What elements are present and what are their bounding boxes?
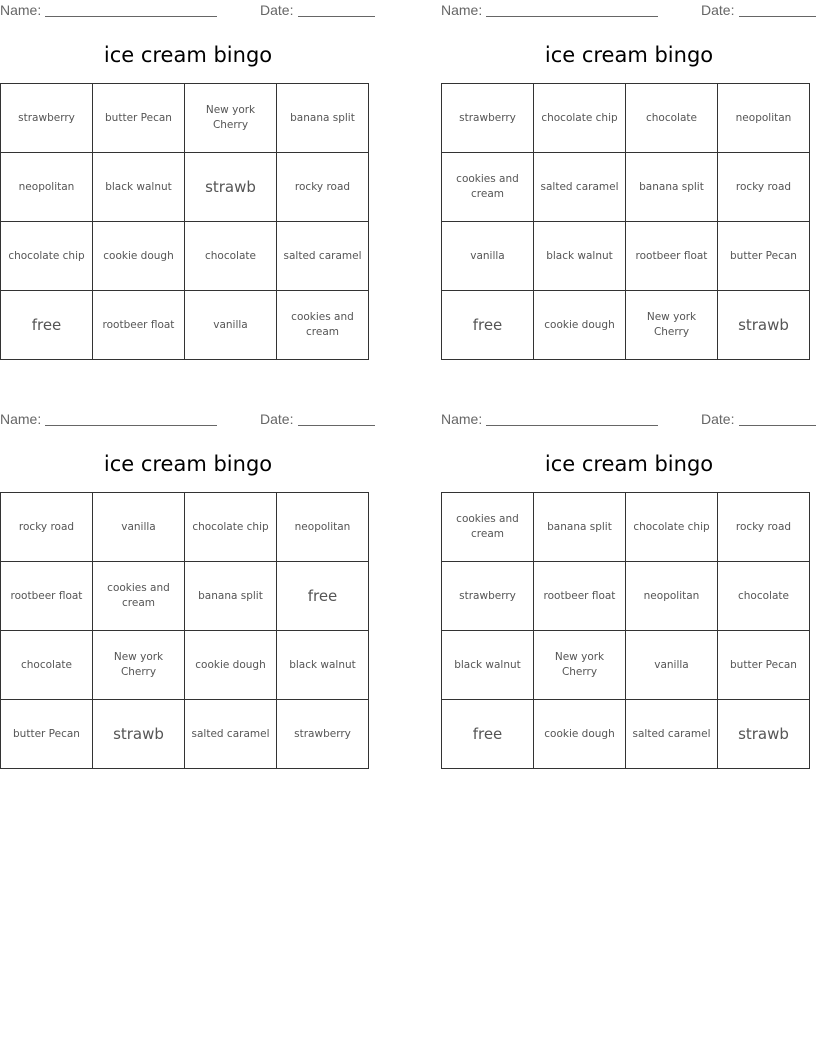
bingo-cell: black walnut [442, 631, 534, 700]
bingo-cell: cookie dough [185, 631, 277, 700]
bingo-cell: rootbeer float [93, 291, 185, 360]
name-field[interactable] [45, 16, 217, 17]
name-field[interactable] [486, 425, 658, 426]
bingo-cell: strawb [185, 153, 277, 222]
name-field[interactable] [486, 16, 658, 17]
card-header [0, 0, 376, 24]
bingo-cell: chocolate [718, 562, 810, 631]
bingo-cell: free [277, 562, 369, 631]
bingo-cell: chocolate [626, 84, 718, 153]
bingo-cell: chocolate chip [534, 84, 626, 153]
bingo-cell: cookies and cream [277, 291, 369, 360]
bingo-cell: butter Pecan [93, 84, 185, 153]
date-label: Date: [701, 411, 735, 427]
bingo-cell: rocky road [1, 493, 93, 562]
name-label: Name: [441, 2, 483, 18]
bingo-card [0, 409, 376, 743]
bingo-cell: New york Cherry [93, 631, 185, 700]
bingo-cell: vanilla [93, 493, 185, 562]
bingo-cell: strawberry [442, 84, 534, 153]
bingo-cell: banana split [626, 153, 718, 222]
date-field[interactable] [739, 425, 816, 426]
bingo-cell: New york Cherry [626, 291, 718, 360]
bingo-cell: rocky road [718, 493, 810, 562]
bingo-cell: butter Pecan [1, 700, 93, 769]
bingo-cell: strawb [718, 291, 810, 360]
bingo-cell: chocolate [185, 222, 277, 291]
bingo-cell: free [442, 291, 534, 360]
bingo-cell: rocky road [718, 153, 810, 222]
grid-row [442, 153, 810, 222]
bingo-cell: strawb [718, 700, 810, 769]
bingo-cell: cookies and cream [442, 493, 534, 562]
grid-row [1, 291, 369, 360]
bingo-cell: rootbeer float [534, 562, 626, 631]
bingo-cell: free [1, 291, 93, 360]
card-title: ice cream bingo [103, 452, 273, 476]
bingo-cell: cookie dough [534, 700, 626, 769]
bingo-card [0, 0, 376, 338]
bingo-cell: rootbeer float [1, 562, 93, 631]
date-label: Date: [701, 2, 735, 18]
grid-row [1, 84, 369, 153]
grid-row [1, 700, 369, 769]
bingo-card [441, 409, 816, 743]
bingo-cell: banana split [277, 84, 369, 153]
bingo-cell: salted caramel [277, 222, 369, 291]
grid-row [1, 562, 369, 631]
bingo-cell: vanilla [442, 222, 534, 291]
name-label: Name: [441, 411, 483, 427]
bingo-cell: strawb [93, 700, 185, 769]
bingo-cell: strawberry [1, 84, 93, 153]
bingo-cell: New york Cherry [185, 84, 277, 153]
grid-row [1, 153, 369, 222]
date-field[interactable] [739, 16, 816, 17]
bingo-cell: neopolitan [718, 84, 810, 153]
bingo-card [441, 0, 816, 338]
bingo-cell: rocky road [277, 153, 369, 222]
grid-row [1, 493, 369, 562]
name-label: Name: [0, 2, 42, 18]
grid-row [442, 291, 810, 360]
bingo-cell: salted caramel [185, 700, 277, 769]
grid-row [442, 84, 810, 153]
bingo-cell: cookie dough [93, 222, 185, 291]
grid-row [442, 222, 810, 291]
bingo-cell: butter Pecan [718, 631, 810, 700]
name-label: Name: [0, 411, 42, 427]
date-label: Date: [260, 411, 294, 427]
bingo-cell: cookies and cream [93, 562, 185, 631]
card-header [441, 409, 816, 433]
grid-row [442, 700, 810, 769]
bingo-cell: salted caramel [534, 153, 626, 222]
grid-row [442, 562, 810, 631]
grid-row [1, 631, 369, 700]
bingo-cell: strawberry [442, 562, 534, 631]
bingo-cell: neopolitan [626, 562, 718, 631]
bingo-cell: chocolate chip [626, 493, 718, 562]
card-title: ice cream bingo [544, 43, 714, 67]
bingo-cell: vanilla [626, 631, 718, 700]
bingo-cell: banana split [185, 562, 277, 631]
bingo-cell: butter Pecan [718, 222, 810, 291]
date-field[interactable] [298, 16, 375, 17]
grid-row [442, 493, 810, 562]
date-label: Date: [260, 2, 294, 18]
bingo-cell: rootbeer float [626, 222, 718, 291]
card-header [441, 0, 816, 24]
bingo-grid [0, 492, 369, 769]
grid-row [1, 222, 369, 291]
bingo-cell: salted caramel [626, 700, 718, 769]
bingo-cell: cookie dough [534, 291, 626, 360]
bingo-grid [441, 83, 810, 360]
bingo-cell: cookies and cream [442, 153, 534, 222]
card-header [0, 409, 376, 433]
bingo-grid [0, 83, 369, 360]
bingo-cell: chocolate chip [185, 493, 277, 562]
grid-row [442, 631, 810, 700]
bingo-cell: neopolitan [277, 493, 369, 562]
bingo-cell: vanilla [185, 291, 277, 360]
bingo-cell: black walnut [277, 631, 369, 700]
bingo-cell: free [442, 700, 534, 769]
bingo-cell: black walnut [534, 222, 626, 291]
bingo-cell: banana split [534, 493, 626, 562]
name-field[interactable] [45, 425, 217, 426]
bingo-cell: black walnut [93, 153, 185, 222]
card-title: ice cream bingo [103, 43, 273, 67]
bingo-cell: New york Cherry [534, 631, 626, 700]
card-title: ice cream bingo [544, 452, 714, 476]
bingo-cell: neopolitan [1, 153, 93, 222]
bingo-cell: chocolate chip [1, 222, 93, 291]
date-field[interactable] [298, 425, 375, 426]
bingo-cell: chocolate [1, 631, 93, 700]
bingo-grid [441, 492, 810, 769]
bingo-cell: strawberry [277, 700, 369, 769]
